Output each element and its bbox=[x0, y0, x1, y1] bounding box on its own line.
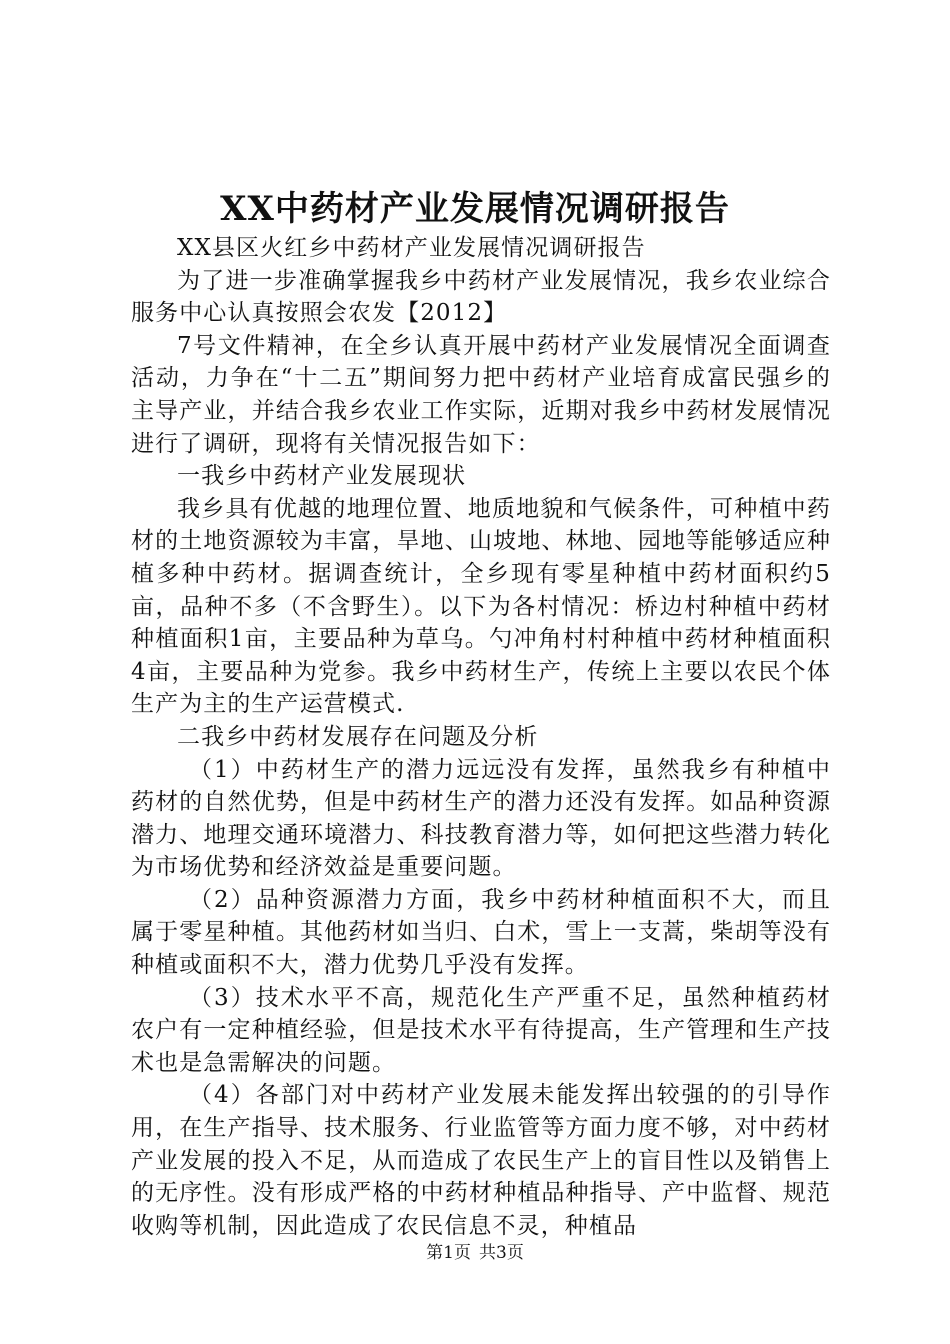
document-title: XX中药材产业发展情况调研报告 bbox=[220, 189, 730, 229]
page-footer bbox=[0, 1241, 950, 1265]
paragraph-status: 我乡具有优越的地理位置、地质地貌和气候条件，可种植中药材的土地资源较为丰富，旱地、山坡地、林地、园地等能够适应种植多种中药材。据调查统计，全乡现有零星种植中药材面积约5亩，品种不多（不含野生）。以下为各村情况：桥边村种植中药材种植面积1亩，主要品种为草乌。勺冲角村村种植中药材种植面积4亩，主要品种为党参。我乡中药材生产，传统上主要以农民个体生产为主的生产运营模式. bbox=[131, 495, 831, 718]
section-heading-2: 二我乡中药材发展存在问题及分析 bbox=[177, 723, 539, 750]
paragraph-issue-2: （2）品种资源潜力方面，我乡中药材种植面积不大，而且属于零星种植。其他药材如当归、白术，雪上一支蒿，柴胡等没有种植或面积不大，潜力优势几乎没有发挥。 bbox=[131, 886, 831, 979]
paragraph-issue-1: （1）中药材生产的潜力远远没有发挥，虽然我乡有种植中药材的自然优势，但是中药材生产的潜力还没有发挥。如品种资源潜力、地理交通环境潜力、科技教育潜力等，如何把这些潜力转化为市场优势和经济效益是重要问题。 bbox=[131, 756, 831, 881]
paragraph-subtitle: XX县区火红乡中药材产业发展情况调研报告 bbox=[177, 235, 646, 261]
document-body bbox=[131, 232, 831, 1242]
section-heading-1: 一我乡中药材产业发展现状 bbox=[177, 463, 467, 490]
paragraph-intro-continued: 7号文件精神，在全乡认真开展中药材产业发展情况全面调查活动，力争在“十二五”期间努力把中药材产业培育成富民强乡的主导产业，并结合我乡农业工作实际，近期对我乡中药材发展情况进行了调研，现将有关情况报告如下： bbox=[131, 332, 831, 457]
page-number: 第1页 bbox=[426, 1243, 471, 1263]
paragraph-intro: 为了进一步准确掌握我乡中药材产业发展情况，我乡农业综合服务中心认真按照会农发【2012】 bbox=[131, 267, 831, 327]
paragraph-issue-4: （4）各部门对中药材产业发展未能发挥出较强的的引导作用，在生产指导、技术服务、行业监管等方面力度不够，对中药材产业发展的投入不足，从而造成了农民生产上的盲目性以及销售上的无序性。没有形成严格的中药材种植品种指导、产中监督、规范收购等机制，因此造成了农民信息不灵，种植品 bbox=[131, 1082, 831, 1239]
page-total: 共3页 bbox=[479, 1243, 524, 1263]
paragraph-issue-3: （3）技术水平不高，规范化生产严重不足，虽然种植药材农户有一定种植经验，但是技术水平有待提高，生产管理和生产技术也是急需解决的问题。 bbox=[131, 984, 831, 1076]
